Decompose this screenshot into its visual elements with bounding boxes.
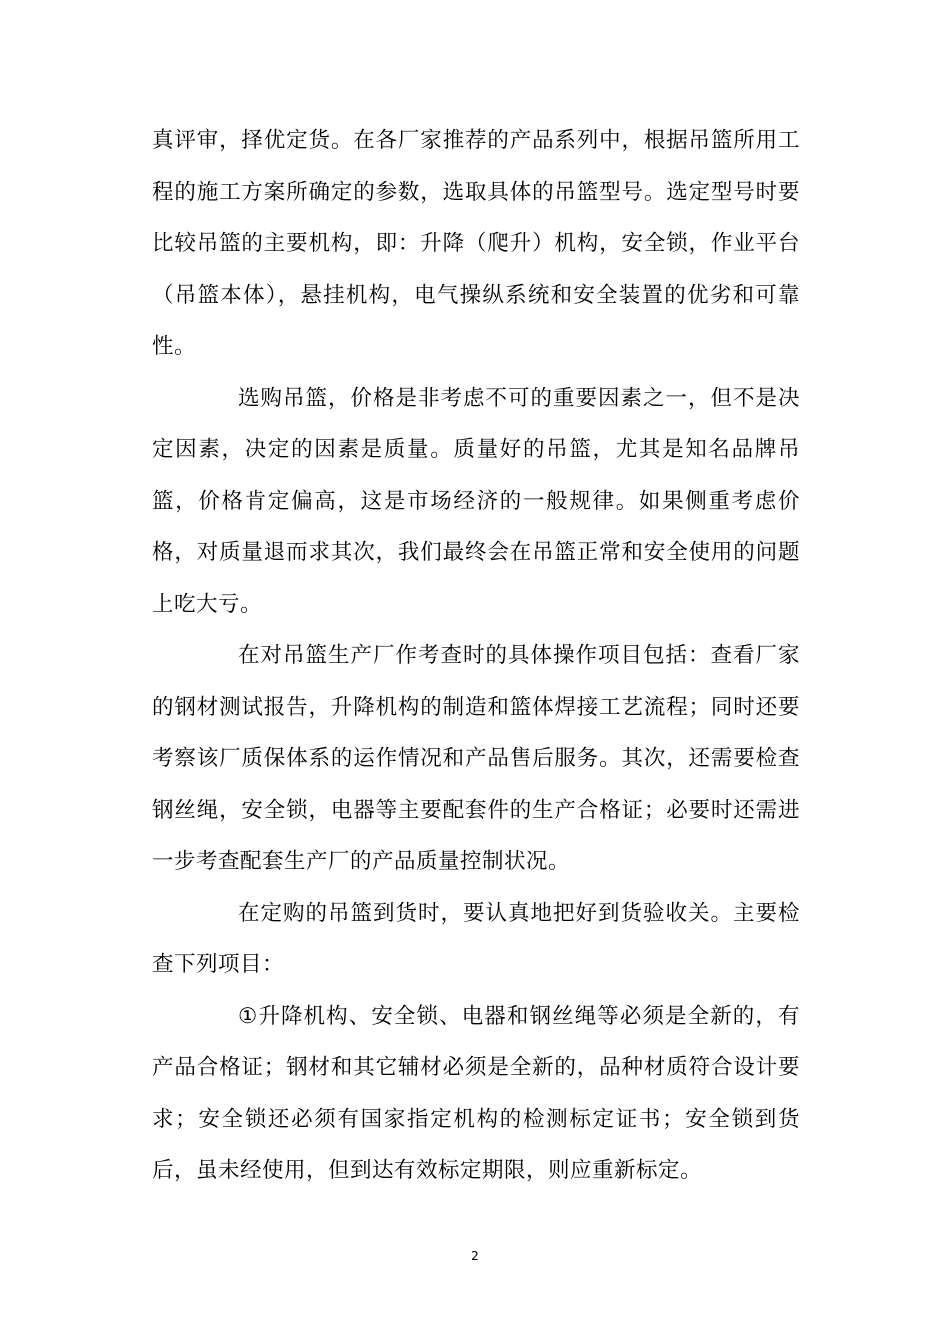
paragraph-factory-inspection: 在对吊篮生产厂作考查时的具体操作项目包括：查看厂家的钢材测试报告，升降机构的制造和篮体焊接工艺流程；同时还要考察该厂质保体系的运作情况和产品售后服务。其次，还需要检查钢丝绳，安全锁，电器等主要配套件的生产合格证；必要时还需进一步考查配套生产厂的产品质量控制状况。 [152,643,800,874]
body-text [152,115,800,1197]
paragraph-item-1: ①升降机构、安全锁、电器和钢丝绳等必须是全新的，有产品合格证；钢材和其它辅材必须是全新的，品种材质符合设计要求；安全锁还必须有国家指定机构的检测标定证书；安全锁到货后，虽未经使用，但到达有效标定期限，则应重新标定。 [152,1003,800,1183]
paragraph-continued: 真评审，择优定货。在各厂家推荐的产品系列中，根据吊篮所用工程的施工方案所确定的参数，选取具体的吊篮型号。选定型号时要比较吊篮的主要机构，即：升降（爬升）机构，安全锁，作业平台（吊篮本体），悬挂机构，电气操纵系统和安全装置的优劣和可靠性。 [152,128,800,359]
paragraph-acceptance: 在定购的吊篮到货时，要认真地把好到货验收关。主要检查下列项目： [152,900,800,977]
paragraph-price: 选购吊篮，价格是非考虑不可的重要因素之一，但不是决定因素，决定的因素是质量。质量好的吊篮，尤其是知名品牌吊篮，价格肯定偏高，这是市场经济的一般规律。如果侧重考虑价格，对质量退而求其次，我们最终会在吊篮正常和安全使用的问题上吃大亏。 [152,385,800,617]
page-number: 2 [471,1249,479,1263]
